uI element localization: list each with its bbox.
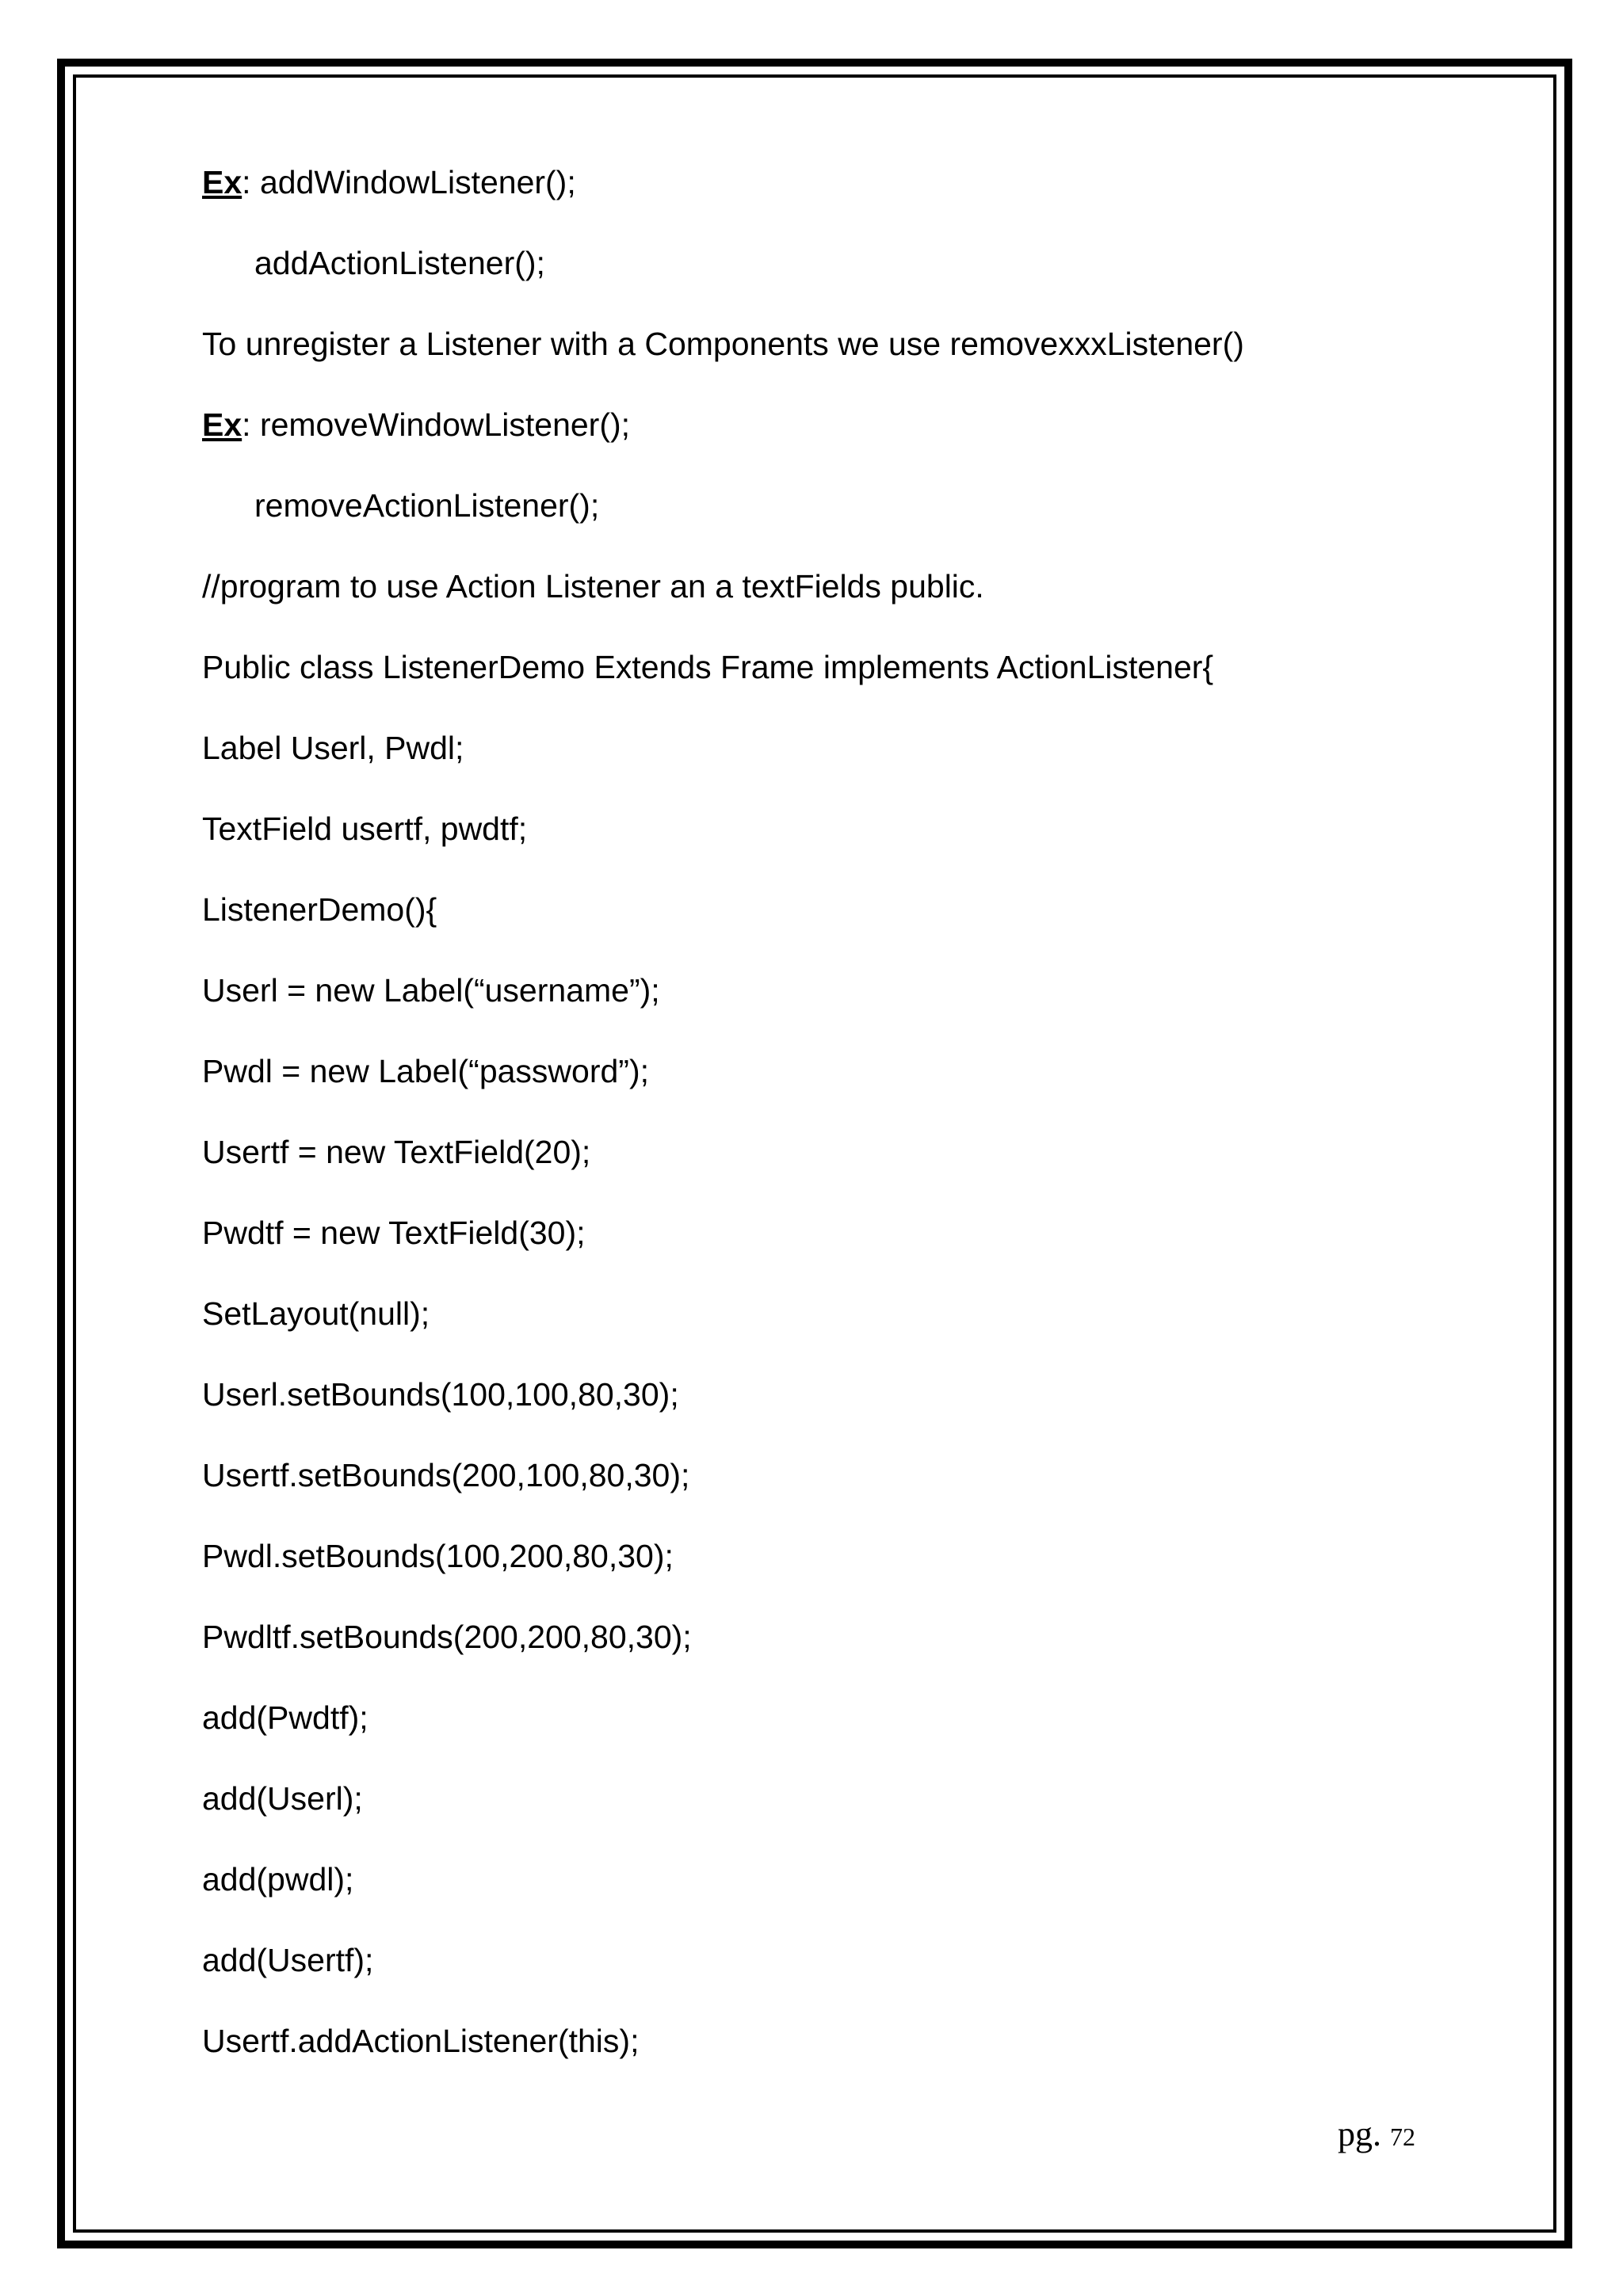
page-number	[1338, 2111, 1415, 2161]
code-line: add(pwdl);	[202, 1861, 354, 1897]
code-line: Userl = new Label(“username”);	[202, 972, 660, 1009]
code-line: Userl.setBounds(100,100,80,30);	[202, 1376, 679, 1413]
paragraph-line: To unregister a Listener with a Components we use removexxxListener()	[202, 326, 1244, 362]
code-line: add(Pwdtf);	[202, 1699, 369, 1736]
code-line: add(Usertf);	[202, 1942, 374, 1978]
code-line: Pwdtf = new TextField(30);	[202, 1215, 586, 1251]
example-label: Ex	[202, 164, 242, 200]
example-line	[202, 158, 576, 206]
example-text: : addWindowListener();	[242, 164, 576, 200]
code-line: ListenerDemo(){	[202, 891, 437, 928]
code-line: Usertf.setBounds(200,100,80,30);	[202, 1457, 690, 1493]
page-number-value: 72	[1390, 2122, 1415, 2151]
example-text: : removeWindowListener();	[242, 406, 631, 443]
comment-line: //program to use Action Listener an a textFields public.	[202, 568, 984, 605]
code-line: Usertf = new TextField(20);	[202, 1134, 591, 1170]
code-line: TextField usertf, pwdtf;	[202, 810, 528, 847]
code-line: Public class ListenerDemo Extends Frame implements ActionListener{	[202, 649, 1214, 685]
code-line: Pwdl = new Label(“password”);	[202, 1053, 649, 1089]
code-line: addActionListener();	[254, 245, 545, 281]
code-line: SetLayout(null);	[202, 1295, 430, 1332]
code-line: Pwdltf.setBounds(200,200,80,30);	[202, 1619, 692, 1655]
code-line: Usertf.addActionListener(this);	[202, 2023, 640, 2059]
code-line: add(Userl);	[202, 1780, 363, 1817]
example-line	[202, 401, 630, 448]
code-line: Pwdl.setBounds(100,200,80,30);	[202, 1538, 674, 1574]
code-line: Label Userl, Pwdl;	[202, 730, 464, 766]
code-line: removeActionListener();	[254, 487, 600, 524]
example-label: Ex	[202, 406, 242, 443]
page-number-prefix: pg.	[1338, 2115, 1381, 2153]
